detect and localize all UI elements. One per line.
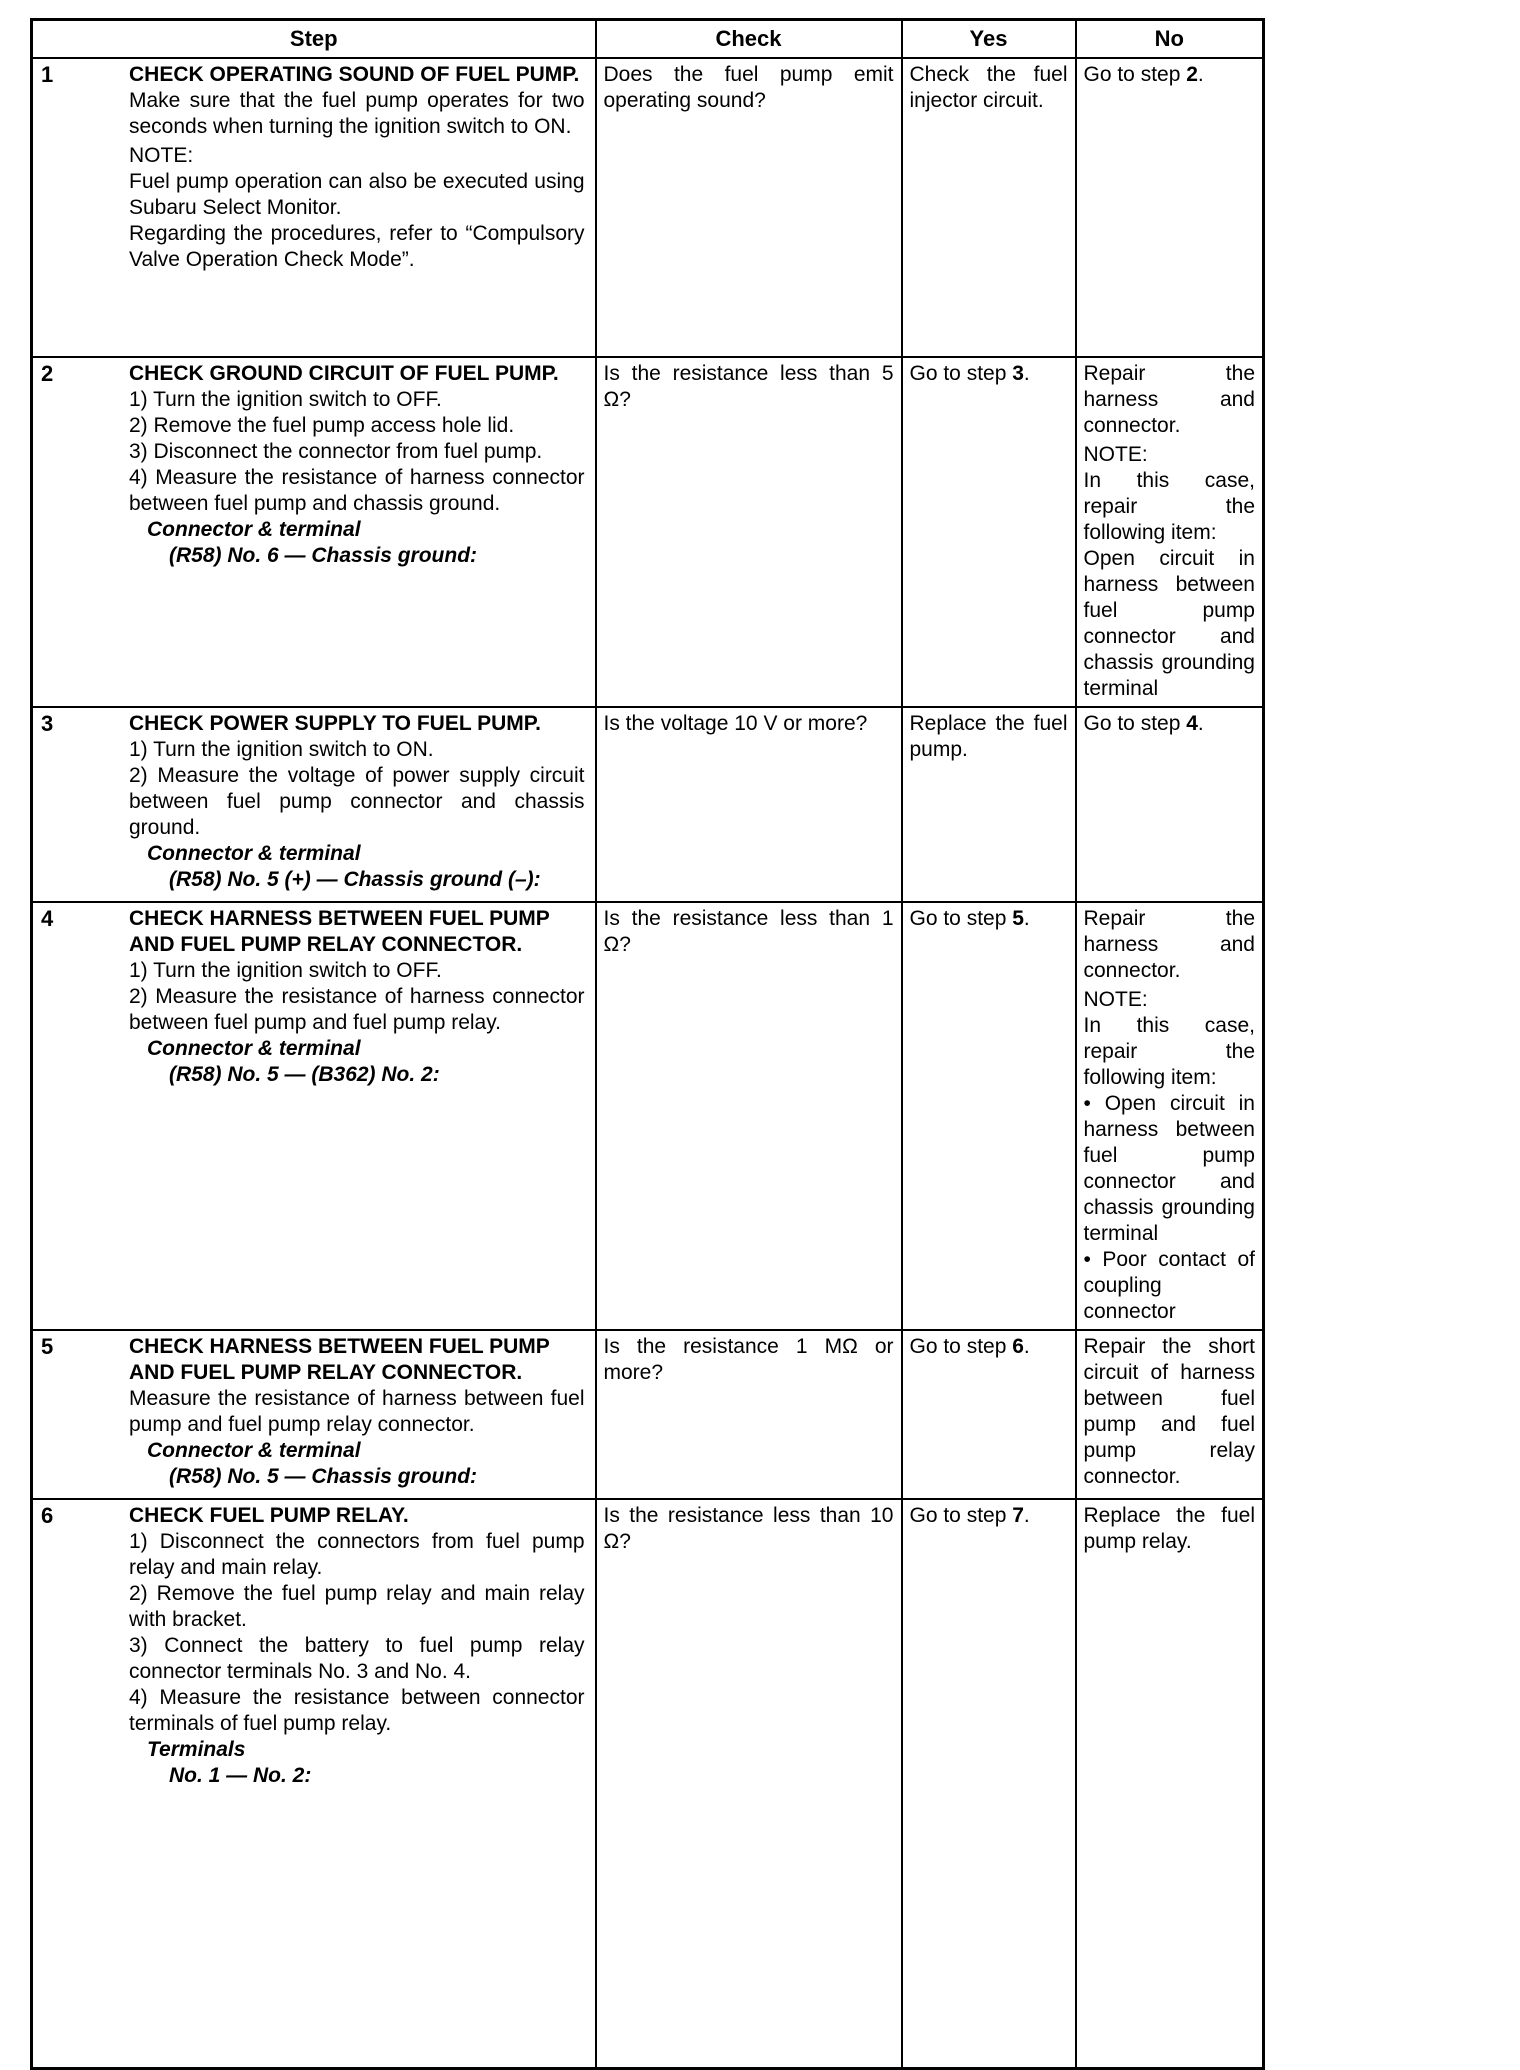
check-cell (596, 357, 902, 707)
no-note-text: NOTE: (1083, 443, 1148, 466)
yes-cell (902, 357, 1076, 707)
column-header-step: Step (32, 20, 596, 59)
yes-body-text: Replace the fuel pump. (909, 712, 1068, 761)
step-number: 6 (41, 1503, 54, 1528)
column-header-yes: Yes (902, 20, 1076, 59)
no-bullet-text: • Poor contact of coupling connector (1083, 1248, 1255, 1323)
table-row (32, 1330, 1264, 1499)
yes-cell (902, 58, 1076, 357)
step-terminal-text: (R58) No. 5 (+) — Chassis ground (–): (169, 868, 541, 891)
no-text-segment: Go to step (1083, 63, 1187, 86)
step-number: 1 (41, 62, 54, 87)
step-proc-text: 2) Remove the fuel pump relay and main relay with bracket. (129, 1582, 585, 1631)
step-title-text: CHECK HARNESS BETWEEN FUEL PUMP AND FUEL PUMP RELAY CONNECTOR. (129, 907, 550, 956)
yes-text-segment: Go to step (909, 1335, 1013, 1358)
step-title-text: CHECK GROUND CIRCUIT OF FUEL PUMP. (129, 362, 559, 385)
no-body-text: In this case, repair the following item: (1083, 1014, 1255, 1089)
step-connector-text: Connector & terminal (147, 1037, 361, 1060)
yes-body-text: Check the fuel injector circuit. (909, 63, 1068, 112)
step-proc-text: 1) Turn the ignition switch to OFF. (129, 959, 442, 982)
no-body-text: Repair the harness and connector. (1083, 907, 1255, 982)
table-row (32, 58, 1264, 357)
no-body-text: In this case, repair the following item: (1083, 469, 1255, 544)
yes-body-text (910, 906, 1068, 932)
step-connector-text: Connector & terminal (147, 1439, 361, 1462)
step-title-text: CHECK OPERATING SOUND OF FUEL PUMP. (129, 63, 580, 86)
diagnostic-procedure-table (30, 18, 1265, 2070)
check-body-text: Is the resistance less than 10 Ω? (603, 1504, 894, 1553)
step-cell (32, 707, 596, 902)
no-body-text: Open circuit in harness between fuel pump connector and chassis grounding terminal (1083, 547, 1255, 700)
check-cell (596, 1499, 902, 2069)
step-instructions (129, 708, 595, 897)
column-header-check: Check (596, 20, 902, 59)
no-cell (1076, 1499, 1264, 2069)
step-terminal-text: (R58) No. 5 — (B362) No. 2: (169, 1063, 440, 1086)
yes-cell (902, 902, 1076, 1330)
step-number: 5 (41, 1334, 54, 1359)
step-cell (32, 902, 596, 1330)
step-cell (32, 357, 596, 707)
check-body-text: Is the resistance less than 1 Ω? (603, 907, 894, 956)
table-header-row (32, 20, 1264, 59)
no-body-text (1084, 711, 1256, 737)
step-proc-text: 1) Turn the ignition switch to OFF. (129, 388, 442, 411)
step-proc-text: 4) Measure the resistance of harness connector between fuel pump and chassis ground. (129, 466, 585, 515)
check-body-text: Is the resistance 1 MΩ or more? (603, 1335, 894, 1384)
no-cell (1076, 902, 1264, 1330)
step-number: 2 (41, 361, 54, 386)
step-instructions (129, 1500, 595, 1793)
step-cell (32, 1330, 596, 1499)
no-bullet-text: • Open circuit in harness between fuel pump connector and chassis grounding terminal (1083, 1092, 1255, 1245)
check-body-text: Is the resistance less than 5 Ω? (603, 362, 894, 411)
step-instructions (129, 59, 595, 277)
check-cell (596, 707, 902, 902)
yes-cell (902, 1330, 1076, 1499)
step-connector-text: Connector & terminal (147, 518, 361, 541)
yes-text-segment: . (1023, 907, 1030, 930)
step-body-text: Make sure that the fuel pump operates for two seconds when turning the ignition switch to ON. (129, 89, 585, 138)
step-connector-text: Terminals (147, 1738, 246, 1761)
table-row (32, 707, 1264, 902)
column-header-no: No (1076, 20, 1264, 59)
no-note-text: NOTE: (1083, 988, 1148, 1011)
check-cell (596, 1330, 902, 1499)
step-proc-text: 3) Disconnect the connector from fuel pump. (129, 440, 543, 463)
check-cell (596, 902, 902, 1330)
step-number: 4 (41, 906, 54, 931)
no-body-text: Repair the short circuit of harness between fuel pump and fuel pump relay connector. (1083, 1335, 1255, 1488)
step-cell (32, 58, 596, 357)
step-instructions (129, 1331, 595, 1494)
no-body-text: Replace the fuel pump relay. (1083, 1504, 1255, 1553)
step-title-text: CHECK HARNESS BETWEEN FUEL PUMP AND FUEL PUMP RELAY CONNECTOR. (129, 1335, 550, 1384)
table-body (32, 58, 1264, 2069)
step-instructions (129, 358, 595, 573)
yes-step-ref: 6 (1012, 1335, 1024, 1358)
yes-body-text (910, 1334, 1068, 1360)
step-terminal-text: No. 1 — No. 2: (169, 1764, 312, 1787)
table-row (32, 1499, 1264, 2069)
no-body-text: Repair the harness and connector. (1083, 362, 1255, 437)
step-proc-text: 3) Connect the battery to fuel pump relay connector terminals No. 3 and No. 4. (129, 1634, 585, 1683)
yes-step-ref: 5 (1012, 907, 1024, 930)
yes-cell (902, 707, 1076, 902)
no-text-segment: . (1197, 712, 1204, 735)
step-body-text: Regarding the procedures, refer to “Compulsory Valve Operation Check Mode”. (129, 222, 585, 271)
yes-body-text (910, 361, 1068, 387)
yes-text-segment: Go to step (909, 362, 1013, 385)
no-text-segment: Go to step (1083, 712, 1187, 735)
step-connector-text: Connector & terminal (147, 842, 361, 865)
step-body-text: Fuel pump operation can also be executed using Subaru Select Monitor. (129, 170, 585, 219)
no-cell (1076, 707, 1264, 902)
check-body-text: Does the fuel pump emit operating sound? (603, 63, 894, 112)
no-step-ref: 2 (1186, 63, 1198, 86)
step-proc-text: 1) Turn the ignition switch to ON. (129, 738, 434, 761)
step-proc-text: 4) Measure the resistance between connector terminals of fuel pump relay. (129, 1686, 585, 1735)
step-proc-text: 1) Disconnect the connectors from fuel pump relay and main relay. (129, 1530, 585, 1579)
step-terminal-text: (R58) No. 5 — Chassis ground: (169, 1465, 478, 1488)
yes-text-segment: Go to step (909, 907, 1013, 930)
yes-cell (902, 1499, 1076, 2069)
step-instructions (129, 903, 595, 1092)
step-number: 3 (41, 711, 54, 736)
step-proc-text: 2) Measure the resistance of harness connector between fuel pump and fuel pump relay. (129, 985, 585, 1034)
yes-step-ref: 7 (1012, 1504, 1024, 1527)
yes-text-segment: . (1023, 1335, 1030, 1358)
yes-text-segment: . (1023, 1504, 1030, 1527)
step-terminal-text: (R58) No. 6 — Chassis ground: (169, 544, 478, 567)
step-title-text: CHECK POWER SUPPLY TO FUEL PUMP. (129, 712, 541, 735)
no-body-text (1084, 62, 1256, 88)
step-proc-text: 2) Remove the fuel pump access hole lid. (129, 414, 515, 437)
table-row (32, 357, 1264, 707)
yes-text-segment: Go to step (909, 1504, 1013, 1527)
no-text-segment: . (1197, 63, 1204, 86)
step-note-text: NOTE: (129, 144, 194, 167)
no-cell (1076, 1330, 1264, 1499)
step-title-text: CHECK FUEL PUMP RELAY. (129, 1504, 409, 1527)
step-cell (32, 1499, 596, 2069)
yes-step-ref: 3 (1012, 362, 1024, 385)
no-step-ref: 4 (1186, 712, 1198, 735)
check-cell (596, 58, 902, 357)
table-row (32, 902, 1264, 1330)
step-body-text: Measure the resistance of harness between fuel pump and fuel pump relay connector. (129, 1387, 585, 1436)
step-proc-text: 2) Measure the voltage of power supply circuit between fuel pump connector and chassis ground. (129, 764, 585, 839)
yes-body-text (910, 1503, 1068, 1529)
check-body-text: Is the voltage 10 V or more? (603, 712, 868, 735)
no-cell (1076, 357, 1264, 707)
yes-text-segment: . (1023, 362, 1030, 385)
no-cell (1076, 58, 1264, 357)
